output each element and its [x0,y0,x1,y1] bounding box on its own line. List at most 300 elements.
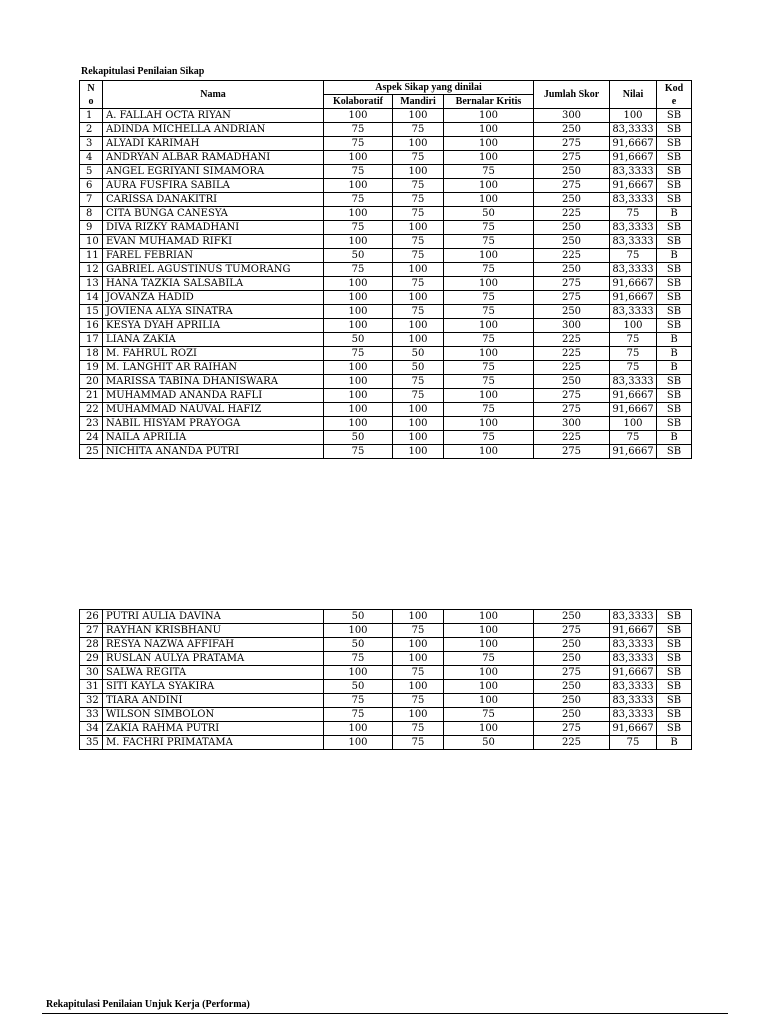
row-bernalar-kritis: 100 [444,610,534,624]
row-kolaboratif: 100 [324,319,393,333]
row-bernalar-kritis: 100 [444,137,534,151]
table-row [80,624,692,638]
row-number: 18 [80,347,103,361]
row-code: SB [657,680,692,694]
row-bernalar-kritis: 75 [444,431,534,445]
row-total-score: 225 [534,207,610,221]
row-number: 20 [80,375,103,389]
row-mandiri: 100 [393,291,444,305]
row-grade: 91,6667 [610,151,657,165]
row-code: B [657,431,692,445]
row-bernalar-kritis: 100 [444,151,534,165]
row-grade: 83,3333 [610,123,657,137]
row-mandiri: 100 [393,165,444,179]
row-total-score: 250 [534,235,610,249]
row-number: 26 [80,610,103,624]
row-number: 27 [80,624,103,638]
row-mandiri: 100 [393,431,444,445]
row-grade: 75 [610,249,657,263]
document-title: Rekapitulasi Penilaian Sikap [81,66,205,77]
row-bernalar-kritis: 75 [444,291,534,305]
row-code: SB [657,319,692,333]
row-number: 29 [80,652,103,666]
row-number: 15 [80,305,103,319]
assessment-table-continued [79,609,692,750]
row-number: 7 [80,193,103,207]
row-code: SB [657,277,692,291]
row-code: SB [657,151,692,165]
table-row [80,652,692,666]
row-name: MUHAMMAD NAUVAL HAFIZ [103,403,324,417]
row-mandiri: 100 [393,445,444,459]
row-grade: 75 [610,736,657,750]
row-grade: 75 [610,207,657,221]
row-mandiri: 100 [393,263,444,277]
row-kolaboratif: 75 [324,165,393,179]
row-mandiri: 100 [393,403,444,417]
row-number: 25 [80,445,103,459]
row-bernalar-kritis: 100 [444,680,534,694]
row-code: SB [657,123,692,137]
section-divider [42,1013,728,1014]
row-total-score: 275 [534,151,610,165]
row-name: MARISSA TABINA DHANISWARA [103,375,324,389]
row-bernalar-kritis: 100 [444,193,534,207]
row-number: 8 [80,207,103,221]
row-name: NABIL HISYAM PRAYOGA [103,417,324,431]
row-total-score: 250 [534,652,610,666]
row-mandiri: 75 [393,193,444,207]
row-kolaboratif: 50 [324,680,393,694]
row-code: SB [657,221,692,235]
table-row [80,610,692,624]
row-kolaboratif: 100 [324,722,393,736]
row-mandiri: 100 [393,638,444,652]
table-row [80,389,692,403]
row-kolaboratif: 100 [324,417,393,431]
row-number: 5 [80,165,103,179]
row-code: SB [657,694,692,708]
table-row [80,666,692,680]
row-mandiri: 100 [393,109,444,123]
row-grade: 100 [610,417,657,431]
row-code: SB [657,263,692,277]
row-number: 22 [80,403,103,417]
row-mandiri: 75 [393,736,444,750]
row-kolaboratif: 75 [324,123,393,137]
row-name: PUTRI AULIA DAVINA [103,610,324,624]
row-kolaboratif: 100 [324,361,393,375]
row-total-score: 250 [534,165,610,179]
table-row [80,193,692,207]
table-row [80,722,692,736]
row-mandiri: 75 [393,694,444,708]
row-total-score: 275 [534,403,610,417]
header-aspect-group: Aspek Sikap yang dinilai [324,81,534,95]
row-kolaboratif: 100 [324,109,393,123]
row-code: SB [657,165,692,179]
row-mandiri: 100 [393,417,444,431]
row-mandiri: 100 [393,610,444,624]
row-kolaboratif: 100 [324,235,393,249]
row-bernalar-kritis: 100 [444,624,534,638]
row-kolaboratif: 100 [324,277,393,291]
table-row [80,445,692,459]
row-grade: 83,3333 [610,680,657,694]
row-grade: 75 [610,361,657,375]
row-bernalar-kritis: 50 [444,736,534,750]
row-kolaboratif: 100 [324,389,393,403]
row-kolaboratif: 50 [324,333,393,347]
row-mandiri: 100 [393,221,444,235]
row-mandiri: 75 [393,305,444,319]
row-total-score: 275 [534,277,610,291]
row-number: 6 [80,179,103,193]
row-code: SB [657,179,692,193]
row-grade: 91,6667 [610,291,657,305]
table-row [80,638,692,652]
row-number: 23 [80,417,103,431]
row-kolaboratif: 100 [324,305,393,319]
row-bernalar-kritis: 75 [444,165,534,179]
header-bernalar-kritis: Bernalar Kritis [444,95,534,109]
row-grade: 75 [610,347,657,361]
row-name: EVAN MUHAMAD RIFKI [103,235,324,249]
row-mandiri: 75 [393,375,444,389]
row-bernalar-kritis: 100 [444,417,534,431]
row-number: 4 [80,151,103,165]
row-grade: 83,3333 [610,263,657,277]
row-number: 33 [80,708,103,722]
row-code: B [657,333,692,347]
row-code: SB [657,666,692,680]
row-code: SB [657,389,692,403]
row-code: SB [657,403,692,417]
row-name: WILSON SIMBOLON [103,708,324,722]
row-bernalar-kritis: 75 [444,403,534,417]
row-number: 13 [80,277,103,291]
row-bernalar-kritis: 75 [444,263,534,277]
row-name: RESYA NAZWA AFFIFAH [103,638,324,652]
row-number: 21 [80,389,103,403]
row-grade: 83,3333 [610,165,657,179]
row-total-score: 275 [534,624,610,638]
row-bernalar-kritis: 100 [444,347,534,361]
row-mandiri: 75 [393,235,444,249]
row-bernalar-kritis: 100 [444,694,534,708]
row-code: SB [657,109,692,123]
row-number: 3 [80,137,103,151]
row-mandiri: 100 [393,708,444,722]
row-code: SB [657,708,692,722]
row-kolaboratif: 75 [324,193,393,207]
row-name: M. FACHRI PRIMATAMA [103,736,324,750]
row-number: 31 [80,680,103,694]
row-total-score: 225 [534,249,610,263]
row-total-score: 275 [534,445,610,459]
row-total-score: 250 [534,680,610,694]
header-code: Kod e [657,81,692,109]
row-total-score: 300 [534,417,610,431]
assessment-table [79,80,692,459]
row-bernalar-kritis: 75 [444,235,534,249]
row-grade: 83,3333 [610,652,657,666]
row-grade: 91,6667 [610,137,657,151]
table-row [80,207,692,221]
row-name: M. LANGHIT AR RAIHAN [103,361,324,375]
row-name: DIVA RIZKY RAMADHANI [103,221,324,235]
header-no: N o [80,81,103,109]
row-kolaboratif: 100 [324,207,393,221]
row-kolaboratif: 75 [324,263,393,277]
row-bernalar-kritis: 100 [444,109,534,123]
row-bernalar-kritis: 100 [444,249,534,263]
row-name: SALWA REGITA [103,666,324,680]
row-bernalar-kritis: 100 [444,123,534,137]
table-row [80,680,692,694]
row-kolaboratif: 75 [324,221,393,235]
row-number: 1 [80,109,103,123]
row-name: CARISSA DANAKITRI [103,193,324,207]
row-grade: 91,6667 [610,445,657,459]
row-number: 30 [80,666,103,680]
row-kolaboratif: 100 [324,666,393,680]
table-row [80,333,692,347]
row-mandiri: 75 [393,207,444,221]
row-mandiri: 100 [393,652,444,666]
row-number: 9 [80,221,103,235]
table-row [80,263,692,277]
assessment-table-continued-body [80,610,692,750]
row-bernalar-kritis: 75 [444,333,534,347]
row-number: 28 [80,638,103,652]
row-kolaboratif: 50 [324,638,393,652]
row-kolaboratif: 100 [324,736,393,750]
row-bernalar-kritis: 100 [444,389,534,403]
row-total-score: 250 [534,193,610,207]
row-kolaboratif: 75 [324,708,393,722]
row-bernalar-kritis: 75 [444,305,534,319]
row-name: MUHAMMAD ANANDA RAFLI [103,389,324,403]
row-number: 24 [80,431,103,445]
row-grade: 83,3333 [610,193,657,207]
row-grade: 83,3333 [610,235,657,249]
row-name: TIARA ANDINI [103,694,324,708]
row-code: B [657,361,692,375]
table-row [80,694,692,708]
row-grade: 91,6667 [610,277,657,291]
row-kolaboratif: 50 [324,610,393,624]
row-bernalar-kritis: 100 [444,666,534,680]
row-mandiri: 100 [393,137,444,151]
row-grade: 91,6667 [610,403,657,417]
row-number: 2 [80,123,103,137]
row-code: SB [657,652,692,666]
row-grade: 91,6667 [610,666,657,680]
row-name: AURA FUSFIRA SABILA [103,179,324,193]
row-total-score: 250 [534,610,610,624]
row-number: 16 [80,319,103,333]
row-total-score: 275 [534,291,610,305]
table-row [80,165,692,179]
row-bernalar-kritis: 75 [444,708,534,722]
row-mandiri: 100 [393,333,444,347]
row-grade: 100 [610,319,657,333]
row-name: ADINDA MICHELLA ANDRIAN [103,123,324,137]
row-number: 32 [80,694,103,708]
row-number: 10 [80,235,103,249]
row-total-score: 300 [534,319,610,333]
row-code: SB [657,375,692,389]
row-total-score: 250 [534,221,610,235]
row-name: ZAKIA RAHMA PUTRI [103,722,324,736]
row-grade: 91,6667 [610,389,657,403]
row-name: GABRIEL AGUSTINUS TUMORANG [103,263,324,277]
table-row [80,361,692,375]
row-kolaboratif: 75 [324,137,393,151]
row-number: 14 [80,291,103,305]
row-total-score: 250 [534,123,610,137]
row-code: SB [657,305,692,319]
row-kolaboratif: 75 [324,445,393,459]
row-grade: 83,3333 [610,305,657,319]
row-code: SB [657,137,692,151]
row-bernalar-kritis: 75 [444,221,534,235]
header-grade: Nilai [610,81,657,109]
row-grade: 100 [610,109,657,123]
row-name: ANDRYAN ALBAR RAMADHANI [103,151,324,165]
row-code: SB [657,417,692,431]
row-bernalar-kritis: 75 [444,361,534,375]
row-name: NICHITA ANANDA PUTRI [103,445,324,459]
row-kolaboratif: 100 [324,403,393,417]
row-kolaboratif: 100 [324,624,393,638]
row-name: LIANA ZAKIA [103,333,324,347]
row-bernalar-kritis: 75 [444,652,534,666]
row-kolaboratif: 100 [324,179,393,193]
row-total-score: 275 [534,389,610,403]
row-grade: 83,3333 [610,610,657,624]
row-kolaboratif: 100 [324,151,393,165]
row-code: SB [657,445,692,459]
table-row [80,123,692,137]
row-mandiri: 100 [393,680,444,694]
table-row [80,375,692,389]
row-grade: 91,6667 [610,624,657,638]
row-bernalar-kritis: 50 [444,207,534,221]
row-number: 17 [80,333,103,347]
row-name: FAREL FEBRIAN [103,249,324,263]
row-total-score: 225 [534,431,610,445]
row-total-score: 250 [534,694,610,708]
row-name: CITA BUNGA CANESYA [103,207,324,221]
row-total-score: 275 [534,137,610,151]
table-row [80,736,692,750]
row-name: RAYHAN KRISBHANU [103,624,324,638]
row-total-score: 225 [534,361,610,375]
row-mandiri: 75 [393,123,444,137]
header-kolaboratif: Kolaboratif [324,95,393,109]
row-mandiri: 75 [393,389,444,403]
row-total-score: 250 [534,638,610,652]
table-row [80,291,692,305]
row-grade: 83,3333 [610,694,657,708]
row-code: B [657,347,692,361]
table-row [80,708,692,722]
row-total-score: 300 [534,109,610,123]
row-name: M. FAHRUL ROZI [103,347,324,361]
row-total-score: 275 [534,722,610,736]
table-row [80,151,692,165]
row-code: SB [657,610,692,624]
row-bernalar-kritis: 100 [444,179,534,193]
row-bernalar-kritis: 100 [444,722,534,736]
row-mandiri: 75 [393,722,444,736]
row-mandiri: 75 [393,151,444,165]
row-total-score: 225 [534,736,610,750]
row-code: SB [657,193,692,207]
row-total-score: 275 [534,666,610,680]
row-total-score: 250 [534,305,610,319]
row-mandiri: 75 [393,249,444,263]
row-code: SB [657,291,692,305]
row-code: B [657,736,692,750]
row-grade: 83,3333 [610,638,657,652]
row-mandiri: 75 [393,666,444,680]
row-mandiri: 100 [393,319,444,333]
row-total-score: 225 [534,333,610,347]
table-row [80,249,692,263]
row-number: 11 [80,249,103,263]
row-total-score: 250 [534,708,610,722]
row-code: B [657,207,692,221]
row-total-score: 275 [534,179,610,193]
table-row [80,305,692,319]
row-kolaboratif: 100 [324,375,393,389]
row-mandiri: 75 [393,624,444,638]
table-row [80,417,692,431]
row-number: 12 [80,263,103,277]
row-code: SB [657,235,692,249]
row-bernalar-kritis: 100 [444,319,534,333]
row-name: JOVANZA HADID [103,291,324,305]
row-bernalar-kritis: 100 [444,638,534,652]
row-name: ANGEL EGRIYANI SIMAMORA [103,165,324,179]
assessment-table-body [80,109,692,459]
row-grade: 83,3333 [610,221,657,235]
header-mandiri: Mandiri [393,95,444,109]
row-grade: 91,6667 [610,722,657,736]
row-bernalar-kritis: 100 [444,277,534,291]
row-kolaboratif: 75 [324,347,393,361]
row-mandiri: 50 [393,347,444,361]
row-grade: 75 [610,431,657,445]
row-number: 19 [80,361,103,375]
table-row [80,221,692,235]
row-code: SB [657,624,692,638]
section-title-performance: Rekapitulasi Penilaian Unjuk Kerja (Performa) [46,999,250,1010]
row-code: SB [657,638,692,652]
table-row [80,403,692,417]
row-kolaboratif: 50 [324,431,393,445]
row-grade: 83,3333 [610,708,657,722]
row-name: NAILA APRILIA [103,431,324,445]
row-name: HANA TAZKIA SALSABILA [103,277,324,291]
table-row [80,235,692,249]
row-total-score: 225 [534,347,610,361]
row-bernalar-kritis: 100 [444,445,534,459]
row-number: 35 [80,736,103,750]
